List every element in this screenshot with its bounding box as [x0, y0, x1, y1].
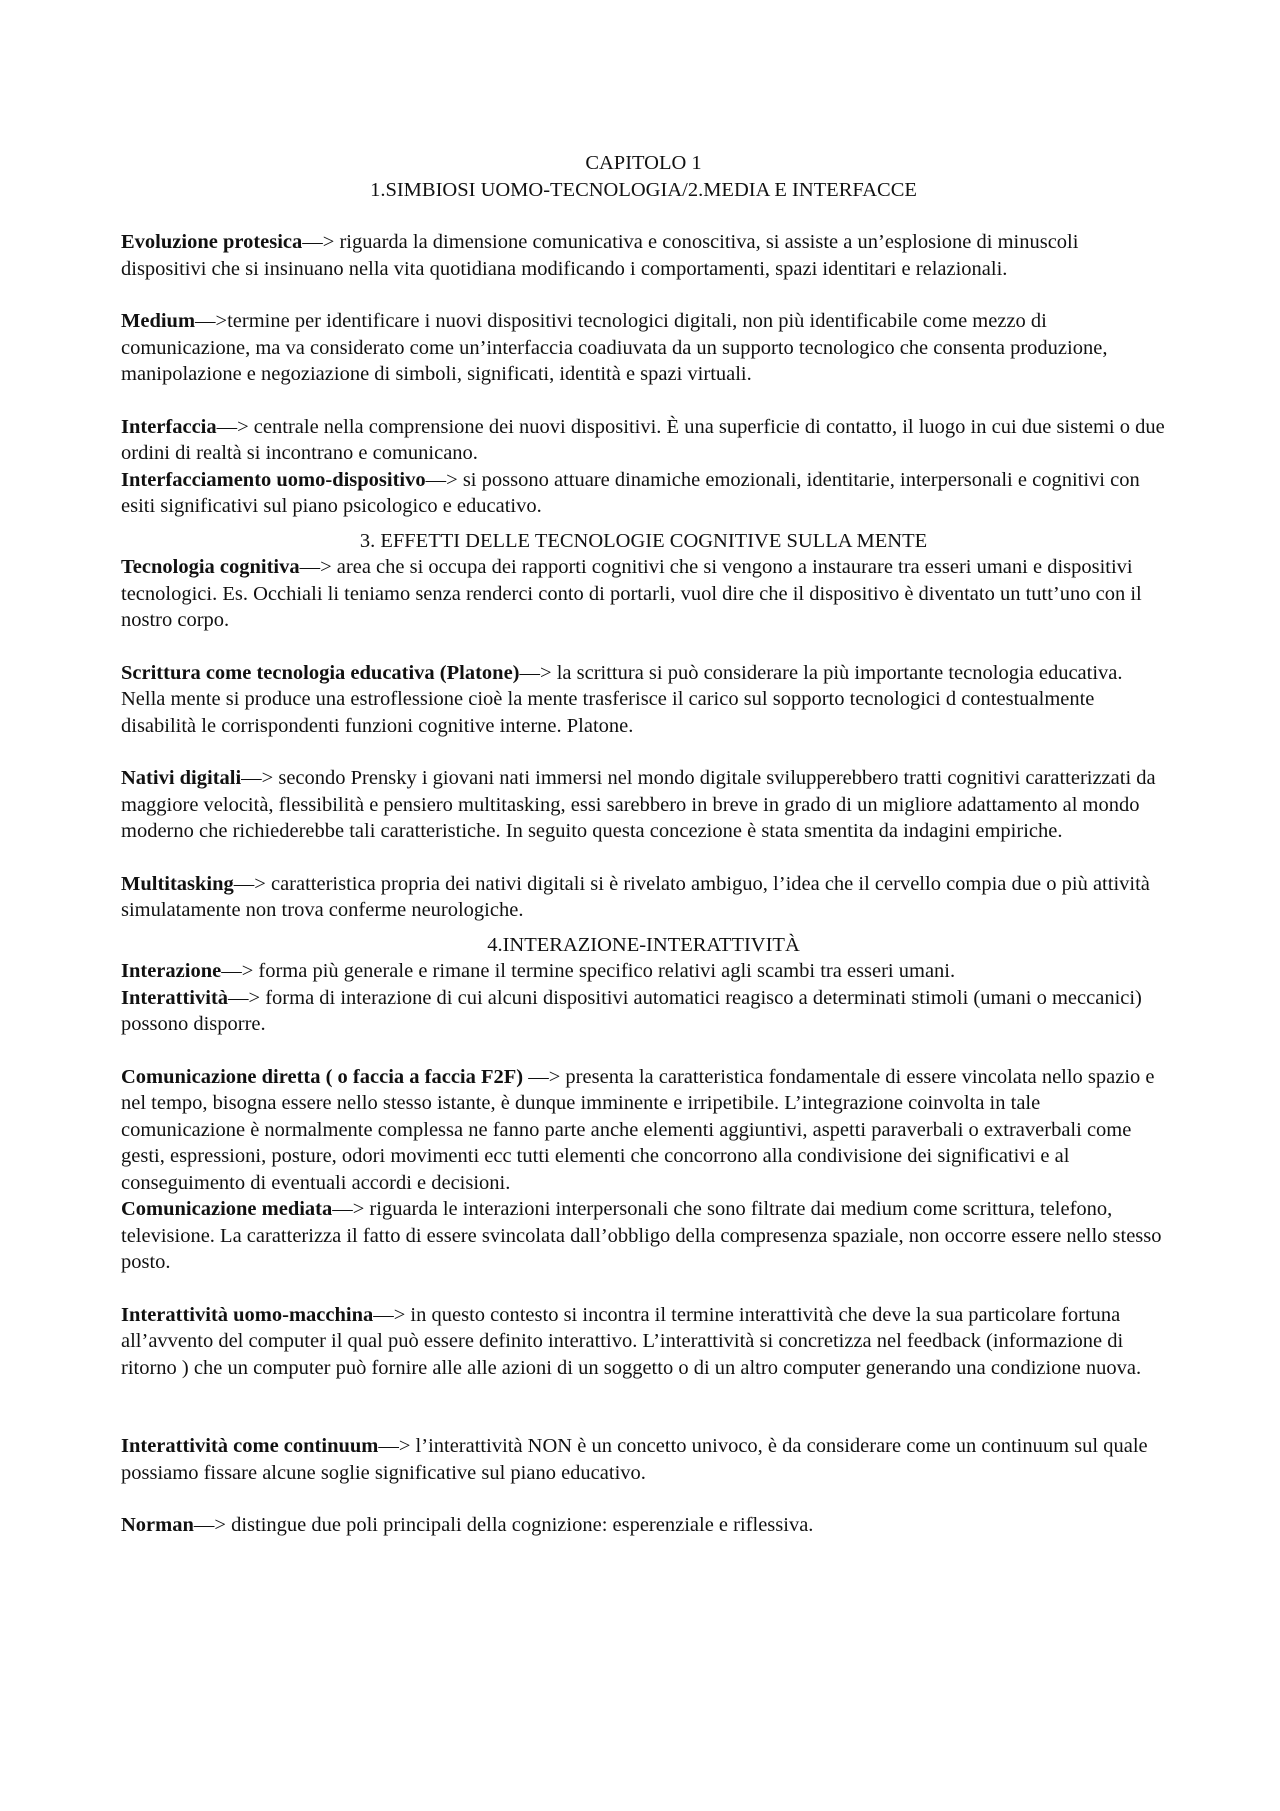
- entry-scrittura: [121, 660, 1166, 740]
- term-label: Scrittura come tecnologia educativa (Platone): [121, 661, 520, 684]
- definition-text: —> riguarda la dimensione comunicativa e conoscitiva, si assiste a un’esplosione di minuscoli dispositivi che si insinuano nella vita quotidiana modificando i comportamenti, spazi identitari e relazionali.: [121, 231, 1079, 280]
- definition-text: —> caratteristica propria dei nativi digitali si è rivelato ambiguo, l’idea che il cervello compia due o più attività simulatamente non trova conferme neurologiche.: [121, 872, 1150, 921]
- chapter-label: CAPITOLO 1: [585, 152, 702, 174]
- term-label: Interattività uomo-macchina: [121, 1303, 374, 1326]
- page-title: 1.SIMBIOSI UOMO-TECNOLOGIA/2.MEDIA E INTERFACCE: [370, 178, 917, 201]
- term-label: Comunicazione mediata: [121, 1198, 333, 1220]
- entry-norman: [121, 1512, 1166, 1539]
- term-label: Interattività come continuum: [121, 1435, 379, 1457]
- entry-medium: [121, 308, 1166, 388]
- entry-interattivita-uomo-macchina: [121, 1302, 1166, 1382]
- term-label: Interfacciamento uomo-dispositivo: [121, 468, 426, 491]
- definition-text: —> in questo contesto si incontra il termine interattività che deve la sua particolare fortuna all’avvento del computer il qual può essere definito interattivo. L’interattività si concretizza nel feedback (informazione di ritorno ) che un computer può fornire alle alle azioni di un soggetto o di un altro computer generando una condizione nuova.: [121, 1303, 1142, 1379]
- definition-text: —> forma di interazione di cui alcuni dispositivi automatici reagisco a determinati stimoli (umani o meccanici) possono disporre.: [121, 986, 1142, 1035]
- term-label: Interattività: [121, 986, 229, 1009]
- document-page: [121, 150, 1166, 1539]
- section-heading-3: 3. EFFETTI DELLE TECNOLOGIE COGNITIVE SULLA MENTE: [359, 529, 928, 552]
- entry-interattivita: [121, 985, 1166, 1038]
- definition-text: —> distingue due poli principali della cognizione: esperenziale e riflessiva.: [193, 1514, 814, 1536]
- entry-evoluzione-protesica: [121, 229, 1166, 282]
- term-label: Interfaccia: [121, 415, 217, 438]
- section-heading-4: 4.INTERAZIONE-INTERATTIVITÀ: [487, 933, 800, 956]
- definition-text: —>termine per identificare i nuovi dispositivi tecnologici digitali, non più identificabile come mezzo di comunicazione, ma va considerato come un’interfaccia coadiuvata da un supporto tecnologico che consenta produzione, manipolazione e negoziazione di simboli, significati, identità e spazi virtuali.: [121, 310, 1108, 385]
- entry-interattivita-continuum: [121, 1433, 1166, 1486]
- definition-text: —> si possono attuare dinamiche emozionali, identitarie, interpersonali e cognitivi con esiti significativi sul piano psicologico e educativo.: [121, 468, 1140, 517]
- definition-text: —> secondo Prensky i giovani nati immersi nel mondo digitale svilupperebbero tratti cognitivi caratterizzati da maggiore velocità, flessibilità e pensiero multitasking, essi sarebbero in breve in grado di un migliore adattamento al mondo moderno che richiederebbe tali caratteristiche. In seguito questa concezione è stata smentita da indagini empiriche.: [121, 767, 1156, 842]
- entry-multitasking: [121, 871, 1166, 924]
- term-label: Comunicazione diretta ( o faccia a faccia F2F): [121, 1065, 524, 1088]
- definition-text: —> riguarda le interazioni interpersonali che sono filtrate dai medium come scrittura, telefono, televisione. La caratterizza il fatto di essere svincolata dall’obbligo della compresenza spaziale, non occorre essere nello stesso posto.: [121, 1198, 1162, 1273]
- entry-interfacciamento: [121, 467, 1166, 520]
- definition-text: —> presenta la caratteristica fondamentale di essere vincolata nello spazio e nel tempo, bisogna essere nello stesso istante, è dunque imminente e irripetibile. L’integrazione coinvolta in tale comunicazione è normalmente complessa ne fanno parte anche elementi aggiuntivi, aspetti paraverbali o extraverbali come gesti, espressioni, posture, odori movimenti ecc tutti elementi che concorrono alla condivisione dei significativi e al conseguimento di eventuali accordi e decisioni.: [121, 1065, 1155, 1194]
- term-label: Tecnologia cognitiva: [121, 556, 300, 578]
- term-label: Multitasking: [121, 872, 234, 895]
- term-label: Interazione: [121, 960, 222, 982]
- entry-interfaccia: [121, 414, 1166, 467]
- entry-comunicazione-diretta: [121, 1064, 1166, 1197]
- definition-text: —> la scrittura si può considerare la più importante tecnologia educativa. Nella mente si produce una estroflessione cioè la mente trasferisce il carico sul sopporto tecnologici d contestualmente disabilità le corrispondenti funzioni cognitive interne. Platone.: [121, 661, 1123, 737]
- entry-tecnologia-cognitiva: [121, 554, 1166, 634]
- entry-nativi-digitali: [121, 765, 1166, 845]
- entry-interazione: [121, 958, 1166, 985]
- entry-comunicazione-mediata: [121, 1196, 1166, 1276]
- term-label: Medium: [121, 310, 196, 332]
- definition-text: —> forma più generale e rimane il termine specifico relativi agli scambi tra esseri umani.: [221, 960, 956, 982]
- definition-text: —> area che si occupa dei rapporti cognitivi che si vengono a instaurare tra esseri umani e dispositivi tecnologici. Es. Occhiali li teniamo senza renderci conto di portarli, vuol dire che il dispositivo è diventato un tutt’uno con il nostro corpo.: [121, 556, 1142, 631]
- term-label: Evoluzione protesica: [121, 231, 303, 253]
- term-label: Nativi digitali: [121, 767, 242, 789]
- definition-text: —> l’interattività NON è un concetto univoco, è da considerare come un continuum sul quale possiamo fissare alcune soglie significative sul piano educativo.: [121, 1435, 1148, 1484]
- definition-text: —> centrale nella comprensione dei nuovi dispositivi. È una superficie di contatto, il luogo in cui due sistemi o due ordini di realtà si incontrano e comunicano.: [121, 415, 1165, 464]
- term-label: Norman: [121, 1514, 194, 1536]
